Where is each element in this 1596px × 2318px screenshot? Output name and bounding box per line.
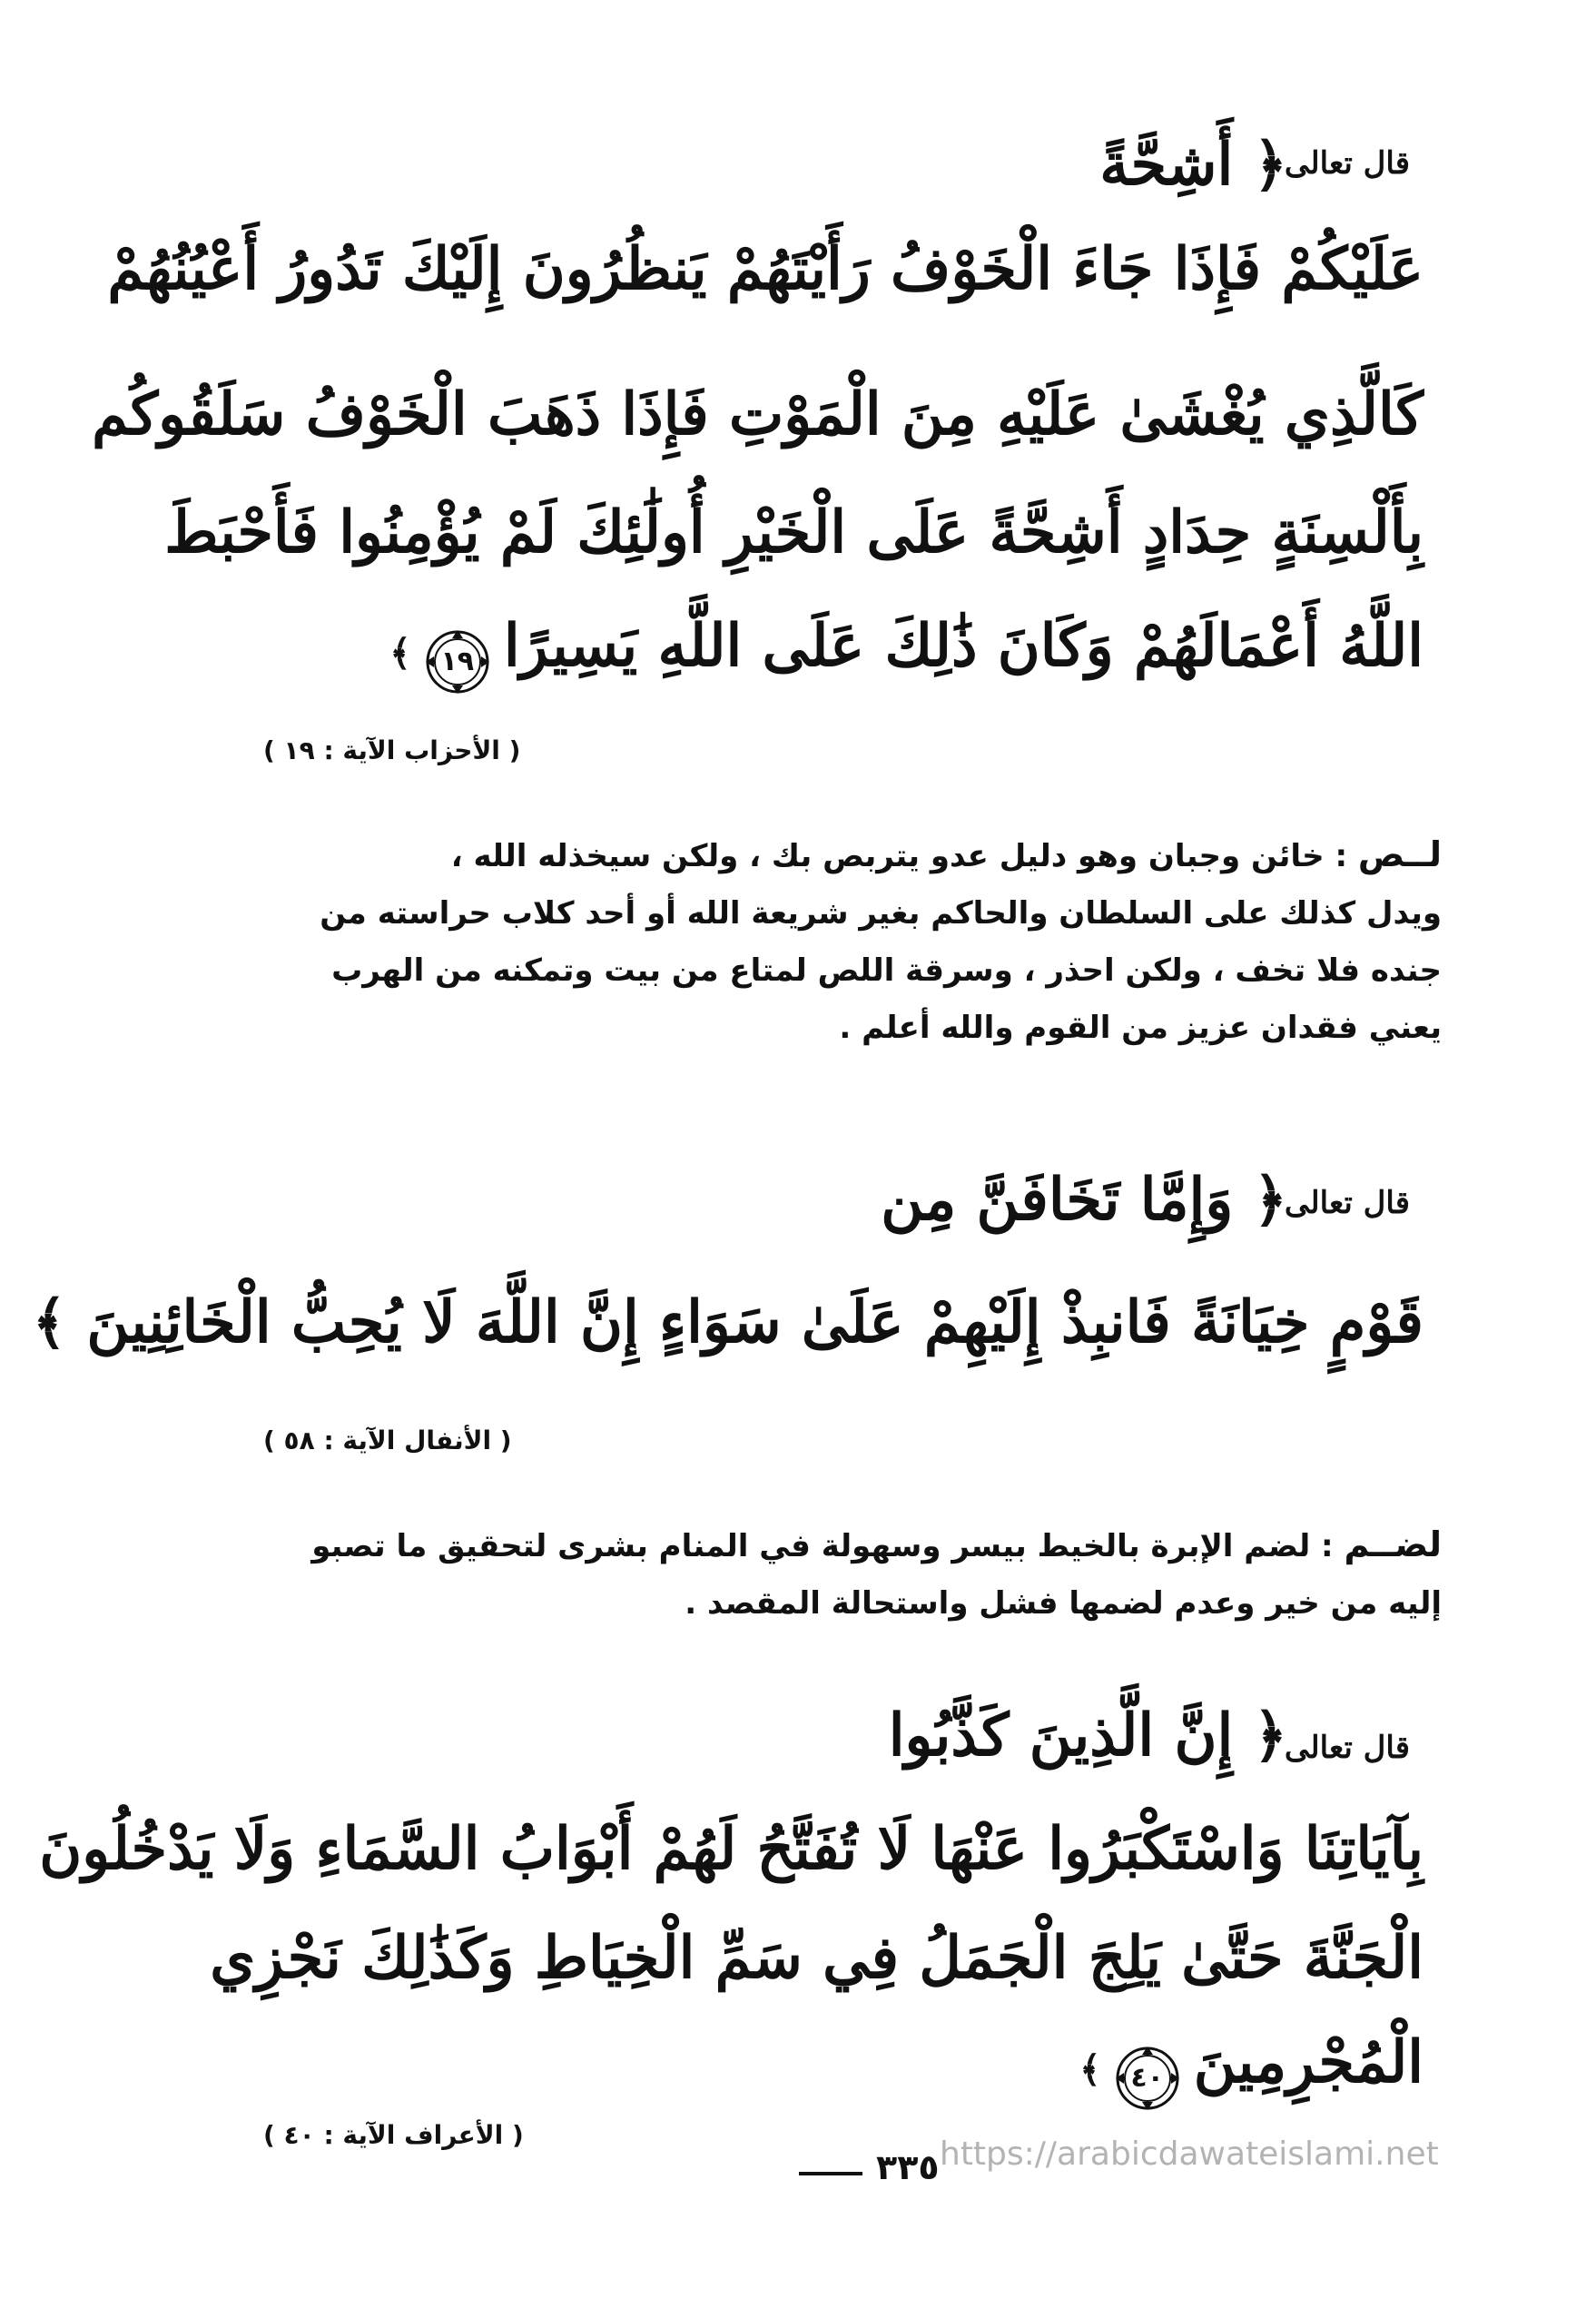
verse-2-line-2: قَوْمٍ خِيَانَةً فَانبِذْ إِلَيْهِمْ عَلَىٰ سَوَاءٍ إِنَّ اللَّهَ لَا يُحِبُّ الْخَائِنِينَ ﴾ <box>32 1288 1424 1356</box>
verse-3-line-4-wrap <box>1079 2028 1424 2113</box>
verse-3-line-4: الْمُجْرِمِينَ <box>1193 2028 1424 2096</box>
closing-bracket-2: ﴾ <box>1079 2048 1101 2091</box>
paragraph-2-line-1: لضــم : لضم الإبرة بالخيط بيسر وسهولة في المنام بشرى لتحقيق ما تصبو <box>311 1524 1442 1564</box>
paragraph-1-line-3: جنده فلا تخف ، ولكن احذر ، وسرقة اللص لمتاع من بيت وتمكنه من الهرب <box>331 952 1442 989</box>
closing-bracket: ﴾ <box>389 632 411 675</box>
paragraph-1-line-1: لــص : خائن وجبان وهو دليل عدو يتربص بك ، ولكن سيخذله الله ، <box>450 834 1442 874</box>
paragraph-1-line-2: ويدل كذلك على السلطان والحاكم بغير شريعة الله أو أحد كلاب حراسته من <box>320 895 1442 932</box>
verse-1-line-5-wrap <box>389 612 1424 696</box>
watermark-url: https://arabicdawateislami.net <box>940 2136 1439 2173</box>
dream-term-2: لضــم <box>1344 1524 1442 1564</box>
verse-3-line-3: الْجَنَّةَ حَتَّىٰ يَلِجَ الْجَمَلُ فِي سَمِّ الْخِيَاطِ وَكَذَٰلِكَ نَجْزِي <box>210 1924 1424 1992</box>
ayah-number-marker <box>423 627 492 696</box>
ayah-number-2: ٤٠ <box>1130 2061 1164 2094</box>
explanation-paragraph-1 <box>254 826 1442 1057</box>
verse-3-line-1: ﴿ إِنَّ الَّذِينَ كَذَّبُوا <box>888 1702 1287 1770</box>
explanation-paragraph-2 <box>254 1516 1442 1632</box>
page-number: ٣٣٥ <box>876 2147 940 2187</box>
paragraph-2-line-2: إليه من خير وعدم لضمها فشل واستحالة المقصد . <box>685 1585 1442 1622</box>
verse-intro-1: قال تعالى <box>1284 145 1410 182</box>
ayah-number: ١٩ <box>440 645 475 677</box>
verse-intro-2: قال تعالى <box>1284 1185 1410 1221</box>
verse-1-line-2: عَلَيْكُمْ فَإِذَا جَاءَ الْخَوْفُ رَأَيْتَهُمْ يَنظُرُونَ إِلَيْكَ تَدُورُ أَعْيُنُهُمْ <box>107 235 1424 303</box>
verse-1-line-4: بِأَلْسِنَةٍ حِدَادٍ أَشِحَّةً عَلَى الْخَيْرِ أُولَٰئِكَ لَمْ يُؤْمِنُوا فَأَحْبَطَ <box>164 498 1424 567</box>
page-number-dash-left <box>799 2172 862 2175</box>
verse-intro-3: قال تعالى . <box>1263 1730 1410 1766</box>
verse-reference-1: ( الأحزاب الآية : ١٩ ) <box>263 735 521 765</box>
verse-reference-2: ( الأنفال الآية : ٥٨ ) <box>263 1425 512 1455</box>
verse-reference-3: ( الأعراف الآية : ٤٠ ) <box>263 2120 524 2150</box>
verse-1-line-1: ﴿ أَشِحَّةً <box>1099 131 1287 199</box>
ayah-number-marker-2 <box>1113 2044 1182 2113</box>
verse-3-line-2: بِآيَاتِنَا وَاسْتَكْبَرُوا عَنْهَا لَا تُفَتَّحُ لَهُمْ أَبْوَابُ السَّمَاءِ وَلَا يَدْخُلُونَ <box>39 1815 1424 1883</box>
dream-term: لــص <box>1357 834 1442 874</box>
verse-2-line-1: ﴿ وَإِمَّا تَخَافَنَّ مِن <box>881 1166 1287 1234</box>
verse-1-line-3: كَالَّذِي يُغْشَىٰ عَلَيْهِ مِنَ الْمَوْتِ فَإِذَا ذَهَبَ الْخَوْفُ سَلَقُوكُم <box>92 380 1424 449</box>
paragraph-1-line-4: يعني فقدان عزيز من القوم والله أعلم . <box>839 1010 1442 1046</box>
verse-1-line-5: اللَّهُ أَعْمَالَهُمْ وَكَانَ ذَٰلِكَ عَلَى اللَّهِ يَسِيرًا <box>503 612 1424 680</box>
